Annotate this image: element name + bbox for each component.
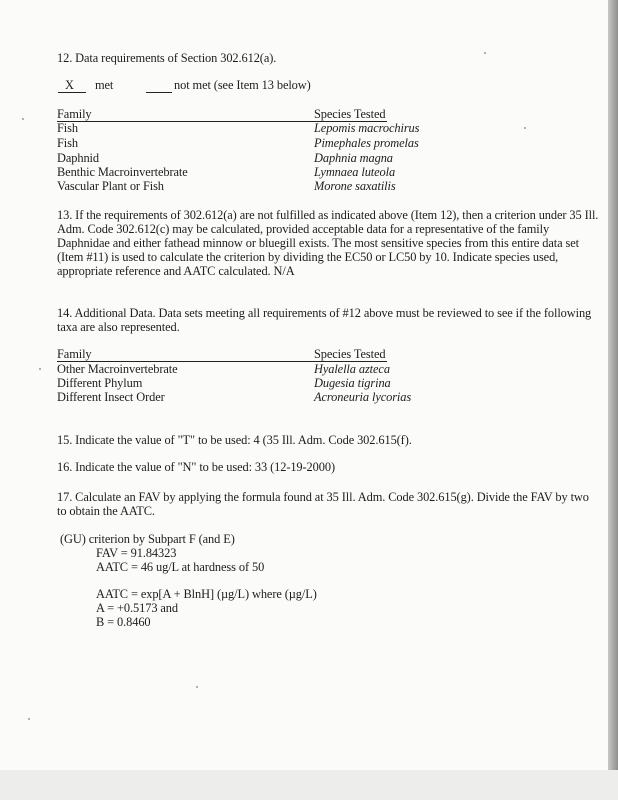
- scan-page-edge: [608, 0, 618, 770]
- fav-value: FAV = 91.84323: [96, 546, 177, 560]
- item12-row-species: Lymnaea luteola: [314, 165, 396, 179]
- item13-line: appropriate reference and AATC calculated. N/A: [57, 264, 295, 278]
- item12-row-family: Fish: [57, 136, 78, 150]
- criterion-heading: (GU) criterion by Subpart F (and E): [60, 532, 235, 546]
- scan-bottom-margin: [0, 770, 618, 800]
- item14-row-family: Different Insect Order: [57, 390, 165, 404]
- item13-line: Adm. Code 302.612(c) may be calculated, provided acceptable data for a representative of the family: [57, 222, 550, 236]
- met-label: met: [95, 78, 114, 92]
- item14-row-species: Hyalella azteca: [314, 362, 390, 376]
- item14-row-family: Different Phylum: [57, 376, 143, 390]
- item12-col-family: Family: [57, 107, 92, 121]
- item12-row-family: Vascular Plant or Fish: [57, 179, 164, 193]
- item17-line: 17. Calculate an FAV by applying the formula found at 35 Ill. Adm. Code 302.615(g). Divide the FAV by two: [57, 490, 589, 504]
- scan-speck: [524, 127, 526, 129]
- item13-line: (Item #11) is used to calculate the criterion by dividing the EC50 or LC50 by 10. Indicate species used,: [57, 250, 559, 264]
- aatc-formula: AATC = exp[A + BlnH] (µg/L) where (µg/L): [96, 587, 317, 601]
- scan-speck: [39, 368, 41, 370]
- item16: 16. Indicate the value of "N" to be used: 33 (12-19-2000): [57, 460, 335, 474]
- coefficient-b: B = 0.8460: [96, 615, 151, 629]
- aatc-value: AATC = 46 ug/L at hardness of 50: [96, 560, 265, 574]
- item13-line: Daphnidae and either fathead minnow or bluegill exists. The most sensitive species from this entire data set: [57, 236, 579, 250]
- not-met-blank-line: [146, 92, 172, 93]
- item12-row-species: Lepomis macrochirus: [314, 121, 420, 135]
- coefficient-a: A = +0.5173 and: [96, 601, 178, 615]
- not-met-label: not met (see Item 13 below): [174, 78, 311, 92]
- met-mark: X: [65, 78, 74, 92]
- item12-row-family: Daphnid: [57, 151, 99, 165]
- item14-line: taxa are also represented.: [57, 320, 180, 334]
- item15: 15. Indicate the value of "T" to be used: 4 (35 Ill. Adm. Code 302.615(f).: [57, 433, 412, 447]
- item14-row-species: Acroneuria lycorias: [314, 390, 412, 404]
- item12-row-species: Daphnia magna: [314, 151, 393, 165]
- item14-row-species: Dugesia tigrina: [314, 376, 391, 390]
- item14-line: 14. Additional Data. Data sets meeting all requirements of #12 above must be reviewed to see if the following: [57, 306, 592, 320]
- item13-line: 13. If the requirements of 302.612(a) are not fulfilled as indicated above (Item 12), then a criterion under 35 Ill.: [57, 208, 599, 222]
- item14-col-family: Family: [57, 347, 92, 361]
- scan-speck: [196, 686, 198, 688]
- item12-col-species: Species Tested: [314, 107, 386, 121]
- item12-row-species: Pimephales promelas: [314, 136, 419, 150]
- item12-row-species: Morone saxatilis: [314, 179, 396, 193]
- item14-row-family: Other Macroinvertebrate: [57, 362, 178, 376]
- scan-speck: [28, 718, 30, 720]
- item12-row-family: Benthic Macroinvertebrate: [57, 165, 188, 179]
- item12-heading: 12. Data requirements of Section 302.612(a).: [57, 51, 277, 65]
- scan-speck: [484, 52, 486, 54]
- item14-col-species: Species Tested: [314, 347, 386, 361]
- item17-line: to obtain the AATC.: [57, 504, 155, 518]
- item12-row-family: Fish: [57, 121, 78, 135]
- scan-speck: [22, 118, 24, 120]
